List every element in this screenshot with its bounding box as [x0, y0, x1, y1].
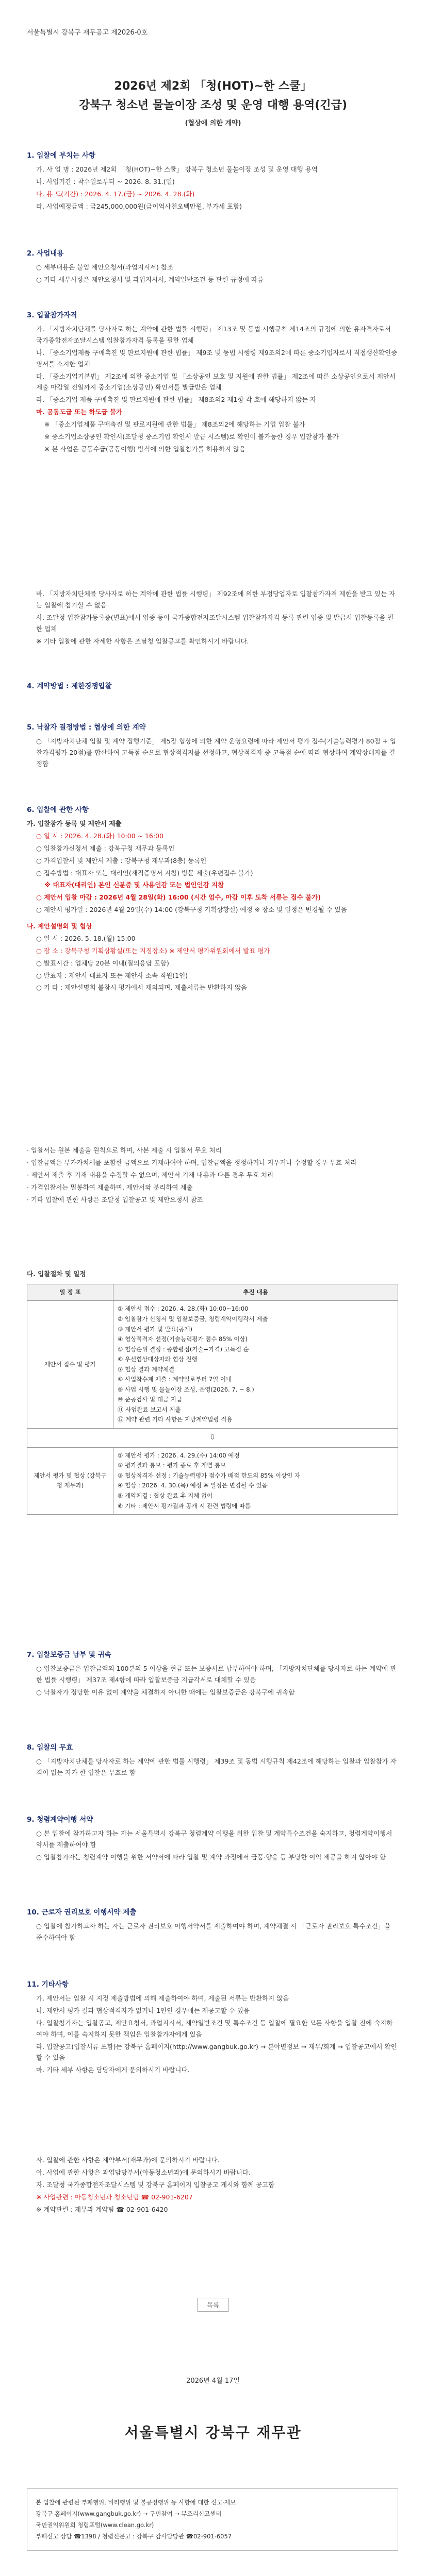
contact-project: ※ 사업관련 : 아동청소년과 청소년팀 ☎ 02-901-6207 — [36, 2193, 193, 2201]
table-row — [27, 1301, 398, 1429]
section-3 — [27, 309, 398, 456]
section-5 — [27, 721, 398, 771]
table-row-items — [113, 1447, 398, 1514]
s6-sub1: 가. 입찰참가 등록 및 제안서 제출 — [27, 820, 122, 827]
table-item: ⑥ 기타 : 제안서 평가결과 공개 시 관련 법령에 따름 — [118, 1502, 251, 1510]
s3-line: 나. 「중소기업제품 구매촉진 및 판로지원에 관한 법률」 제9조 및 동법 시행령 제9조의2에 따른 중소기업자로서 직접생산확인증명서를 소지한 업체 — [36, 348, 398, 368]
table-item: ③ 제안서 평가 및 발표(공개) — [118, 1325, 192, 1333]
section-12 — [27, 2154, 398, 2216]
footer-line: 본 입찰에 관련된 부패행위, 비리행위 및 불공정행위 등 사항에 대한 신고·제보 — [36, 2499, 236, 2506]
s6-note: · 제안서 제출 후 기재 내용을 수정할 수 없으며, 제안서 기재 내용과 다른 경우 무효 처리 — [27, 1171, 274, 1179]
table-item: ② 평가결과 통보 : 평가 종료 후 개별 통보 — [118, 1462, 226, 1469]
s10-line: ○ 입찰에 참가하고자 하는 자는 근로자 권리보호 이행서약서를 제출하여야 하며, 계약체결 시 「근로자 권리보호 특수조건」을 준수하여야 함 — [36, 1922, 391, 1941]
footer-line: 강북구 홈페이지(www.gangbuk.go.kr) → 구민참여 → 부조리신고센터 — [36, 2510, 222, 2518]
table-item: ① 제안서 평가 : 2026. 4. 29.(수) 14:00 예정 — [118, 1451, 240, 1459]
s2-line: ○ 세부내용은 붙임 제안요청서(과업지시서) 참조 — [36, 263, 173, 271]
section-8 — [27, 1741, 398, 1780]
button-row — [0, 2298, 426, 2312]
table-header-cell: 추진 내용 — [113, 1284, 398, 1301]
section-8-heading: 8. 입찰의 무효 — [27, 1743, 73, 1752]
table-item: ⑤ 계약체결 : 협상 완료 후 지체 없이 — [118, 1492, 213, 1499]
down-arrow-icon: ⇩ — [27, 1428, 398, 1447]
s3-line: 다. 「중소기업기본법」 제2조에 의한 중소기업 및 「소상공인 보호 및 지원에 관한 법률」 제2조에 따른 소상공인으로서 제안서 제출 마감일 전일까지 중소기업(소상공인) 확인서를 발급받은 업체 — [36, 372, 396, 392]
s1-line: 라. 사업예정금액 : 금245,000,000원(금이억사천오백만원, 부가세 포함) — [36, 202, 242, 210]
s12-line: 자. 조달청 국가종합전자조달시스템 및 강북구 홈페이지 입찰공고 게시와 함께 공고함 — [36, 2180, 275, 2189]
s12-line: 사. 입찰에 관한 사항은 계약부서(재무과)에 문의하시기 바랍니다. — [36, 2156, 220, 2164]
footer-notice-box — [27, 2488, 398, 2551]
s6-note: · 기타 입찰에 관한 사항은 조달청 입찰공고 및 제안요청서 참조 — [27, 1195, 203, 1204]
table-row-label: 제안서 평가 및 협상 (강북구청 재무과) — [27, 1447, 113, 1514]
s11-line: 마. 기타 세부 사항은 담당자에게 문의하시기 바랍니다. — [36, 2066, 190, 2074]
s5-line: ○ 「지방자치단체 입찰 및 계약 집행기준」 제5장 협상에 의한 계약 운영요령에 따라 제안서 평가 점수(기술능력평가 80점 + 입찰가격평가 20점)를 합산하여 고득점 순으로 협상적격자를 선정하고, 협상적격자 중 고득점 순에 따라 협상하여 계약상대자를 결정함 — [36, 737, 397, 768]
table-item: ⑩ 준공검사 및 대금 지급 — [118, 1396, 182, 1403]
s7-line: ○ 입찰보증금은 입찰금액의 100분의 5 이상을 현금 또는 보증서로 납부하여야 하며, 「지방자치단체를 당사자로 하는 계약에 관한 법률 시행령」 제37조 제4항에 따라 입찰보증금 지급각서로 대체할 수 있음 — [36, 1665, 397, 1684]
page-title-line1: 2026년 제2회 「청(HOT)~한 스쿨」 — [114, 80, 312, 93]
s6-note: · 입찰금액은 부가가치세를 포함한 금액으로 기재하여야 하며, 입찰금액을 정정하거나 지우거나 수정할 경우 무효 처리 — [27, 1158, 357, 1166]
section-10-heading: 10. 근로자 권리보호 이행서약 제출 — [27, 1908, 137, 1917]
s6-sub2: 나. 제안설명회 및 협상 — [27, 922, 92, 930]
section-4 — [27, 680, 398, 694]
table-item: ④ 협상적격자 선정(기술능력평가 점수 85% 이상) — [118, 1335, 248, 1343]
section-10 — [27, 1906, 398, 1944]
page-title-line2: 강북구 청소년 물놀이장 조성 및 운영 대행 용역(긴급) — [78, 99, 348, 112]
s6-sub3: 다. 입찰절차 및 일정 — [27, 1270, 86, 1278]
s9-line: ○ 입찰참가자는 청렴계약 이행을 위한 서약서에 따라 입찰 및 계약 과정에서 금품·향응 등 부당한 이익 제공을 하지 않아야 함 — [36, 1853, 386, 1861]
section-6 — [27, 804, 398, 994]
s6-line2: ○ 장 소 : 강북구청 기획상황실(또는 지정장소) ※ 제안서 평가위원회에서 발표 평가 — [36, 946, 270, 955]
section-6-heading: 6. 입찰에 관한 사항 — [27, 806, 89, 814]
table-item: ⑪ 사업완료 보고서 제출 — [118, 1405, 181, 1413]
section-5-heading: 5. 낙찰자 결정방법 : 협상에 의한 계약 — [27, 723, 146, 732]
section-7-heading: 7. 입찰보증금 납부 및 귀속 — [27, 1651, 111, 1659]
s9-line: ○ 본 입찰에 참가하고자 하는 자는 서울특별시 강북구 청렴계약 이행을 위한 입찰 및 계약특수조건을 숙지하고, 청렴계약이행서약서를 제출하여야 함 — [36, 1829, 392, 1849]
section-9-heading: 9. 청렴계약이행 서약 — [27, 1816, 93, 1824]
section-3-continued — [27, 587, 398, 648]
section-11-heading: 11. 기타사항 — [27, 1980, 69, 1989]
s11-line: 나. 제안서 평가 결과 협상적격자가 없거나 1인인 경우에는 재공고할 수 있음 — [36, 2006, 250, 2014]
s7-line: ○ 낙찰자가 정당한 이유 없이 계약을 체결하지 아니한 때에는 입찰보증금은 강북구에 귀속함 — [36, 1688, 295, 1696]
s11-line: 라. 입찰공고(입찰서류 포함)는 강북구 홈페이지(http://www.gangbuk.go.kr) → 분야별정보 → 재무/회계 → 입찰공고에서 확인할 수 있음 — [36, 2042, 397, 2062]
s12-line: 아. 사업에 관한 사항은 과업담당부서(아동청소년과)에 문의하시기 바랍니다. — [36, 2168, 251, 2176]
table-item: ① 제안서 접수 : 2026. 4. 28.(화) 10:00~16:00 — [118, 1305, 249, 1313]
s3-line2: ※ 기타 입찰에 관한 자세한 사항은 조달청 입찰공고를 확인하시기 바랍니다. — [36, 637, 249, 645]
s6-line2: ○ 기 타 : 제안설명회 불참시 평가에서 제외되며, 제출서류는 반환하지 않음 — [36, 984, 248, 992]
section-2-heading: 2. 사업내용 — [27, 249, 64, 258]
section-4-heading: 4. 계약방법 : 제한경쟁입찰 — [27, 682, 112, 690]
table-item: ③ 협상적격자 선정 : 기술능력평가 점수가 배점 한도의 85% 이상인 자 — [118, 1471, 301, 1479]
footer-line: 국민권익위원회 청렴포털(www.clean.go.kr) — [36, 2521, 154, 2529]
s1-line: 가. 사 업 명 : 2026년 제2회 「청(HOT)~한 스쿨」 강북구 청소년 물놀이장 조성 및 운영 대행 용역 — [36, 165, 318, 173]
table-item: ⑥ 우선협상대상자와 협상 진행 — [118, 1355, 198, 1363]
s6-note: · 입찰서는 원본 제출을 원칙으로 하며, 사본 제출 시 입찰서 무효 처리 — [27, 1146, 222, 1154]
table-item: ② 입찰참가 신청서 및 입찰보증금, 청렴계약이행각서 제출 — [118, 1315, 268, 1323]
s3-line2: 바. 「지방자치단체를 당사자로 하는 계약에 관한 법률 시행령」 제92조에 의한 부정당업자로 입찰참가자격 제한을 받고 있는 자는 입찰에 참가할 수 없음 — [36, 590, 396, 609]
title-block — [0, 77, 426, 127]
table-item: ⑫ 계약 관련 기타 사항은 지방계약법령 적용 — [118, 1416, 233, 1423]
notice-date: 2026년 4월 17일 — [186, 2377, 240, 2385]
s6-line2: ○ 일 시 : 2026. 5. 18.(월) 15:00 — [36, 934, 136, 942]
page-title-sub: (협상에 의한 계약) — [185, 120, 241, 127]
s3-note: ※ 「중소기업제품 구매촉진 및 판로지원에 관한 법률」 제8조의2에 해당하는 기업 입찰 불가 — [44, 420, 305, 428]
s6-line1: ○ 입찰참가신청서 제출 : 강북구청 재무과 등록인 — [36, 844, 175, 852]
table-row — [27, 1447, 398, 1514]
schedule-table — [27, 1284, 398, 1515]
table-row-label: 제안서 접수 및 평가 — [27, 1301, 113, 1429]
back-to-list-button[interactable]: 목록 — [197, 2298, 228, 2312]
s3-line: 마. 공동도급 또는 하도급 불가 — [36, 408, 123, 416]
issuing-organization: 서울특별시 강북구 재무관 — [124, 2424, 302, 2441]
table-header-cell: 일 정 표 — [27, 1284, 113, 1301]
table-arrow-row — [27, 1428, 398, 1447]
s2-line: ○ 기타 세부사항은 제안요청서 및 과업지시서, 계약일반조건 등 관련 규정에 따름 — [36, 275, 264, 283]
table-row-items — [113, 1301, 398, 1429]
s6-line1: ※ 대표자(대리인) 본인 신분증 및 사용인감 또는 법인인감 지참 — [44, 881, 224, 889]
section-11 — [27, 1978, 398, 2077]
section-1 — [27, 149, 398, 213]
s11-line: 가. 제안서는 입찰 시 지정 제출방법에 의해 제출하여야 하며, 제출된 서류는 반환하지 않음 — [36, 1994, 289, 2002]
table-item: ⑧ 사업착수계 제출 : 계약일로부터 7일 이내 — [118, 1376, 232, 1383]
s6-line1: ○ 제안서 입찰 마감 : 2026년 4월 28일(화) 16:00 (시간 엄수, 마감 이후 도착 서류는 접수 불가) — [36, 893, 321, 902]
s3-line2: 사. 조달청 입찰참가등록증(별표)에서 업종 등이 국가종합전자조달시스템 입찰참가자격 등록 관련 업종 및 발급시 입찰등록을 필한 업체 — [36, 613, 394, 633]
s6-line1: ○ 가격입찰서 및 제안서 제출 : 강북구청 재무과(8층) 등록인 — [36, 856, 207, 865]
s1-line: 다. 용 도(기간) : 2026. 4. 17.(금) ~ 2026. 4. 28.(화) — [36, 190, 195, 198]
s3-note: ※ 본 사업은 공동수급(공동이행) 방식에 의한 입찰참가를 허용하지 않음 — [44, 445, 246, 453]
footer-line: 부패신고 상담 ☎1398 / 청렴신문고 : 강북구 감사담당관 ☎02-901-6057 — [36, 2533, 232, 2540]
section-3-heading: 3. 입찰참가자격 — [27, 311, 77, 319]
s6-line1: ○ 접수방법 : 대표자 또는 대리인(재직증명서 지참) 방문 제출(우편접수 불가) — [36, 869, 253, 877]
table-item: ④ 협상 : 2026. 4. 30.(목) 예정 ※ 일정은 변경될 수 있음 — [118, 1482, 268, 1489]
s6-line2: ○ 발표시간 : 업체당 20분 이내(질의응답 포함) — [36, 959, 169, 967]
s6-line1: ○ 제안서 평가일 : 2026년 4월 29일(수) 14:00 (강북구청 기획상황실) 예정 ※ 장소 및 일정은 변경될 수 있음 — [36, 906, 347, 914]
s6-note: · 가격입찰서는 밀봉하여 제출하며, 제안서와 분리하여 제출 — [27, 1183, 193, 1191]
section-2 — [27, 247, 398, 286]
schedule-section — [27, 1267, 398, 1515]
notice-number: 서울특별시 강북구 재무공고 제2026-0호 — [27, 29, 148, 37]
s6-line2: ○ 발표자 : 제안사 대표자 또는 제안사 소속 직원(1인) — [36, 971, 188, 979]
table-item: ⑦ 협상 결과 계약체결 — [118, 1365, 175, 1373]
s6-line1: ○ 일 시 : 2026. 4. 28.(화) 10:00 ~ 16:00 — [36, 832, 163, 840]
s3-line: 가. 「지방자치단체를 당사자로 하는 계약에 관한 법률 시행령」 제13조 및 동법 시행규칙 제14조의 규정에 의한 유자격자로서 국가종합전자조달시스템 입찰참가자격 등록을 필한 업체 — [36, 325, 391, 344]
section-9 — [27, 1814, 398, 1864]
s1-line: 나. 사업기간 : 착수일로부터 ~ 2026. 8. 31.(일) — [36, 177, 175, 185]
s8-line: ○ 「지방자치단체를 당사자로 하는 계약에 관한 법률 시행령」 제39조 및 동법 시행규칙 제42조에 해당하는 입찰과 입찰참가 자격이 없는 자가 한 입찰은 무효로 함 — [36, 1757, 397, 1776]
section-7 — [27, 1649, 398, 1699]
table-item: ⑨ 사업 시행 및 물놀이장 조성, 운영(2026. 7. ~ 8.) — [118, 1385, 254, 1393]
s3-note: ※ 중소기업소상공인 확인서(조달청 중소기업 확인서 발급 시스템)로 확인이 불가능한 경우 입찰참가 불가 — [44, 432, 339, 440]
section-1-heading: 1. 입찰에 부치는 사항 — [27, 151, 95, 160]
table-item: ⑤ 협상순위 결정 : 종합평점(기술+가격) 고득점 순 — [118, 1345, 249, 1353]
s3-line: 라. 「중소기업 제품 구매촉진 및 판로지원에 관한 법률」 제8조의2 제1항 각 호에 해당하지 않는 자 — [36, 396, 317, 404]
s11-line: 다. 입찰참가자는 입찰공고, 제안요청서, 과업지시서, 계약일반조건 및 특수조건 등 입찰에 필요한 모든 사항을 입찰 전에 숙지하여야 하며, 이를 숙지하지 못한 책임은 입찰참가자에게 있음 — [36, 2019, 393, 2038]
schedule-table-header — [27, 1284, 398, 1301]
section-6-notes — [27, 1144, 398, 1206]
contact-contract: ※ 계약관련 : 재무과 계약팀 ☎ 02-901-6420 — [36, 2205, 168, 2213]
